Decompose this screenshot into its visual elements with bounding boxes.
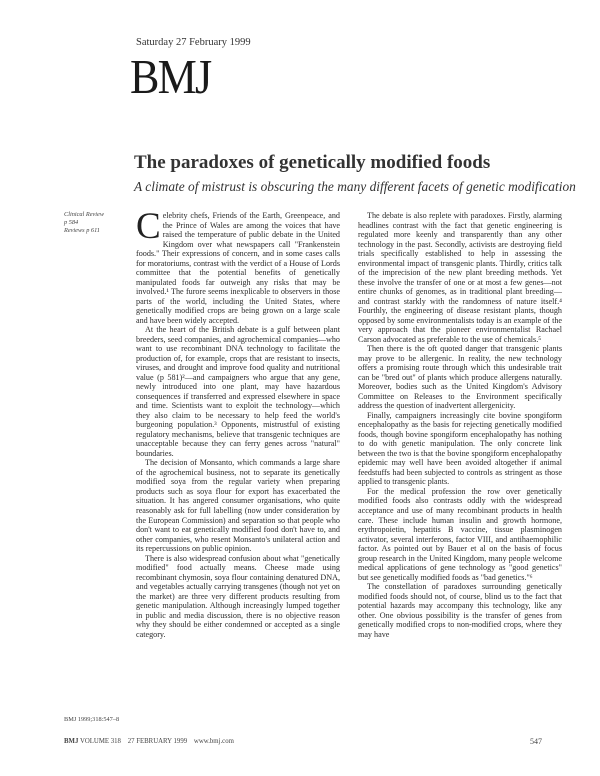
paragraph-text: elebrity chefs, Friends of the Earth, Greenpeace, and the Prince of Wales are among the voices that have raised the temperature of public debate in the United Kingdom over what newspapers call "Frankenstein foods." Their expressions of concern, and in some cases calls for moratoriums, contrast with the verdict of a House of Lords committee that the potential benefits of genetically manipulated foods far outweigh any risks that may be involved.¹ The furore seems inexplicable to observers in those parts of the world, including the United States, where genetically modified crops are being grown on a large scale and have been widely accepted. — [136, 211, 340, 325]
paragraph: The constellation of paradoxes surrounding genetically modified foods should not, of course, blind us to the fact that potential hazards may accompany this technology, like any other. One obvious possibility is the transfer of genes from genetically modified crops to non-modified crops, where they may have — [358, 582, 562, 639]
footer-journal: BMJ — [64, 738, 79, 745]
page-number: 547 — [530, 737, 542, 746]
paragraph: Then there is the oft quoted danger that transgenic plants may prove to be allergenic. In reality, the new technology offers a promising route through which this undesirable trait can be "bred out" of plants which produce allergens naturally. Moreover, bodies such as the United Kingdom's Advisory Committee on Releases to the Environment specifically address the question of inadvertent allergenicity. — [358, 344, 562, 411]
article-subtitle: A climate of mistrust is obscuring the many different facets of genetic modification — [134, 179, 576, 194]
paragraph — [136, 211, 340, 325]
page-footer — [64, 738, 542, 745]
paragraph: For the medical profession the row over genetically modified foods also contrasts oddly with the widespread acceptance and use of many recombinant products in health care. These include human insulin and growth hormone, erythropoietin, hepatitis B vaccine, tissue plasminogen activator, several interferons, factor VIII, and antihaemophilic factor. As pointed out by Bauer et al on the basis of focus group research in the United Kingdom, many people welcome medical applications of gene technology as "good genetics" but see genetically modified foods as "bad genetics."⁶ — [358, 486, 562, 582]
cross-reference: p 584 — [64, 219, 79, 227]
drop-cap: C — [136, 211, 161, 247]
body-column-right — [358, 211, 562, 727]
citation: BMJ 1999;318:547–8 — [64, 716, 120, 723]
paragraph: There is also widespread confusion about what "genetically modified" food actually means. Cheese made using recombinant chymosin, soya flour containing denatured DNA, and vegetables actually carrying transgenes (though not yet on the market) are three very different products resulting from genetic manipulation. Although increasingly lumped together in public and media discussion, there is no objective reason why they should be either condemned or accepted as a single category. — [136, 553, 340, 639]
body-column-left — [136, 211, 340, 727]
paragraph: The debate is also replete with paradoxes. Firstly, alarming headlines contrast with the fact that genetic engineering is regulated more keenly and transparently than any other technology in the past. Secondly, activists are destroying field trials specifically established to help in assessing the environmental impact of transgenic plants. Thirdly, critics talk of the imprecision of the new plant breeding methods. Yet these involve the transfer of one or at most a few genes—not entire chunks of genomes, as in traditional plant breeding—and contrast starkly with the randomness of nature itself.⁴ Fourthly, the engineering of disease resistant plants, though opposed by some environmentalists today is an example of the very approach that the pioneer environmentalist Rachael Carson advocated as preferable to the use of chemicals.⁵ — [358, 211, 562, 344]
paragraph: The decision of Monsanto, which commands a large share of the agrochemical business, not to separate its genetically modified soya from the regular variety when preparing products such as soya flour for export has exacerbated the situation. It has angered consumer organisations, who quite reasonably ask for full labelling (now under consideration by the European Commission) and separation so that people who don't want to eat genetically modified food don't have to, and other companies, who resent Monsanto's unilateral action and its repercussions on public opinion. — [136, 458, 340, 554]
paragraph: At the heart of the British debate is a gulf between plant breeders, seed companies, and agrochemical companies—who want to use recombinant DNA technology to facilitate the production of, for example, crops that are resistant to insects, viruses, and drought and improve food quality and nutritional value (p 581)²—and campaigners who argue that any gene, newly introduced into one plant, may have hazardous consequences if transferred and expressed elsewhere in space and time. Scientists want to exploit the technology—which they also claim to be necessary to help feed the world's burgeoning population.³ Opponents, mistrustful of existing regulatory mechanisms, believe that transgenic techniques are unacceptable because they can ferry genes across "natural" boundaries. — [136, 325, 340, 458]
cross-references — [64, 211, 130, 236]
cross-reference: Clinical Review — [64, 211, 105, 218]
journal-logo: BMJ — [130, 49, 211, 104]
cross-reference: Reviews p 611 — [64, 227, 100, 235]
issue-date: Saturday 27 February 1999 — [136, 37, 251, 48]
paragraph: Finally, campaigners increasingly cite bovine spongiform encephalopathy as the basis for rejecting genetically modified foods, though bovine spongiform encephalopathy has nothing to do with genetic manipulation. The only concrete link between the two is that the bovine spongiform encephalopathy epidemic may well have been avoided altogether if animal feedstuffs had been subjected to controls as stringent as those applied to transgenic plants. — [358, 410, 562, 487]
footer-issue: VOLUME 318 27 FEBRUARY 1999 www.bmj.com — [79, 738, 234, 745]
article-title: The paradoxes of genetically modified foods — [134, 152, 491, 173]
